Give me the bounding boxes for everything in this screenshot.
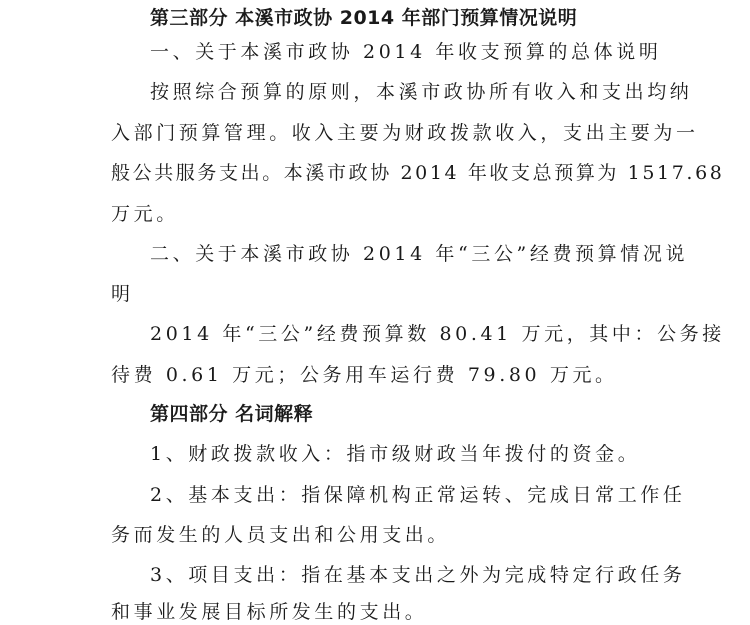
term-item-3-line-1: 3、项目支出：指在基本支出之外为完成特定行政任务 [150,564,686,586]
term-item-1: 1、财政拨款收入：指市级财政当年拨付的资金。 [150,443,641,465]
section1-paragraph-line-1: 按照综合预算的原则，本溪市政协所有收入和支出均纳 [150,81,693,103]
section2-title-line-1: 二、关于本溪市政协 2014 年“三公”经费预算情况说 [150,243,689,265]
section1-title: 一、关于本溪市政协 2014 年收支预算的总体说明 [150,41,662,63]
term-item-3-line-2: 和事业发展目标所发生的支出。 [111,601,428,623]
term-item-2-line-2: 务而发生的人员支出和公用支出。 [111,524,451,546]
term-item-2-line-1: 2、基本支出：指保障机构正常运转、完成日常工作任 [150,484,686,506]
part3-heading: 第三部分 本溪市政协 2014 年部门预算情况说明 [150,7,578,29]
section1-paragraph-line-3: 般公共服务支出。本溪市政协 2014 年收支总预算为 1517.68 [111,162,725,184]
part4-heading: 第四部分 名词解释 [150,403,314,425]
section2-paragraph-line-2: 待费 0.61 万元；公务用车运行费 79.80 万元。 [111,364,618,386]
section2-paragraph-line-1: 2014 年“三公”经费预算数 80.41 万元，其中：公务接 [150,323,725,345]
section2-title-line-2: 明 [111,283,134,305]
section1-paragraph-line-4: 万元。 [111,203,179,225]
section1-paragraph-line-2: 入部门预算管理。收入主要为财政拨款收入，支出主要为一 [111,122,699,144]
